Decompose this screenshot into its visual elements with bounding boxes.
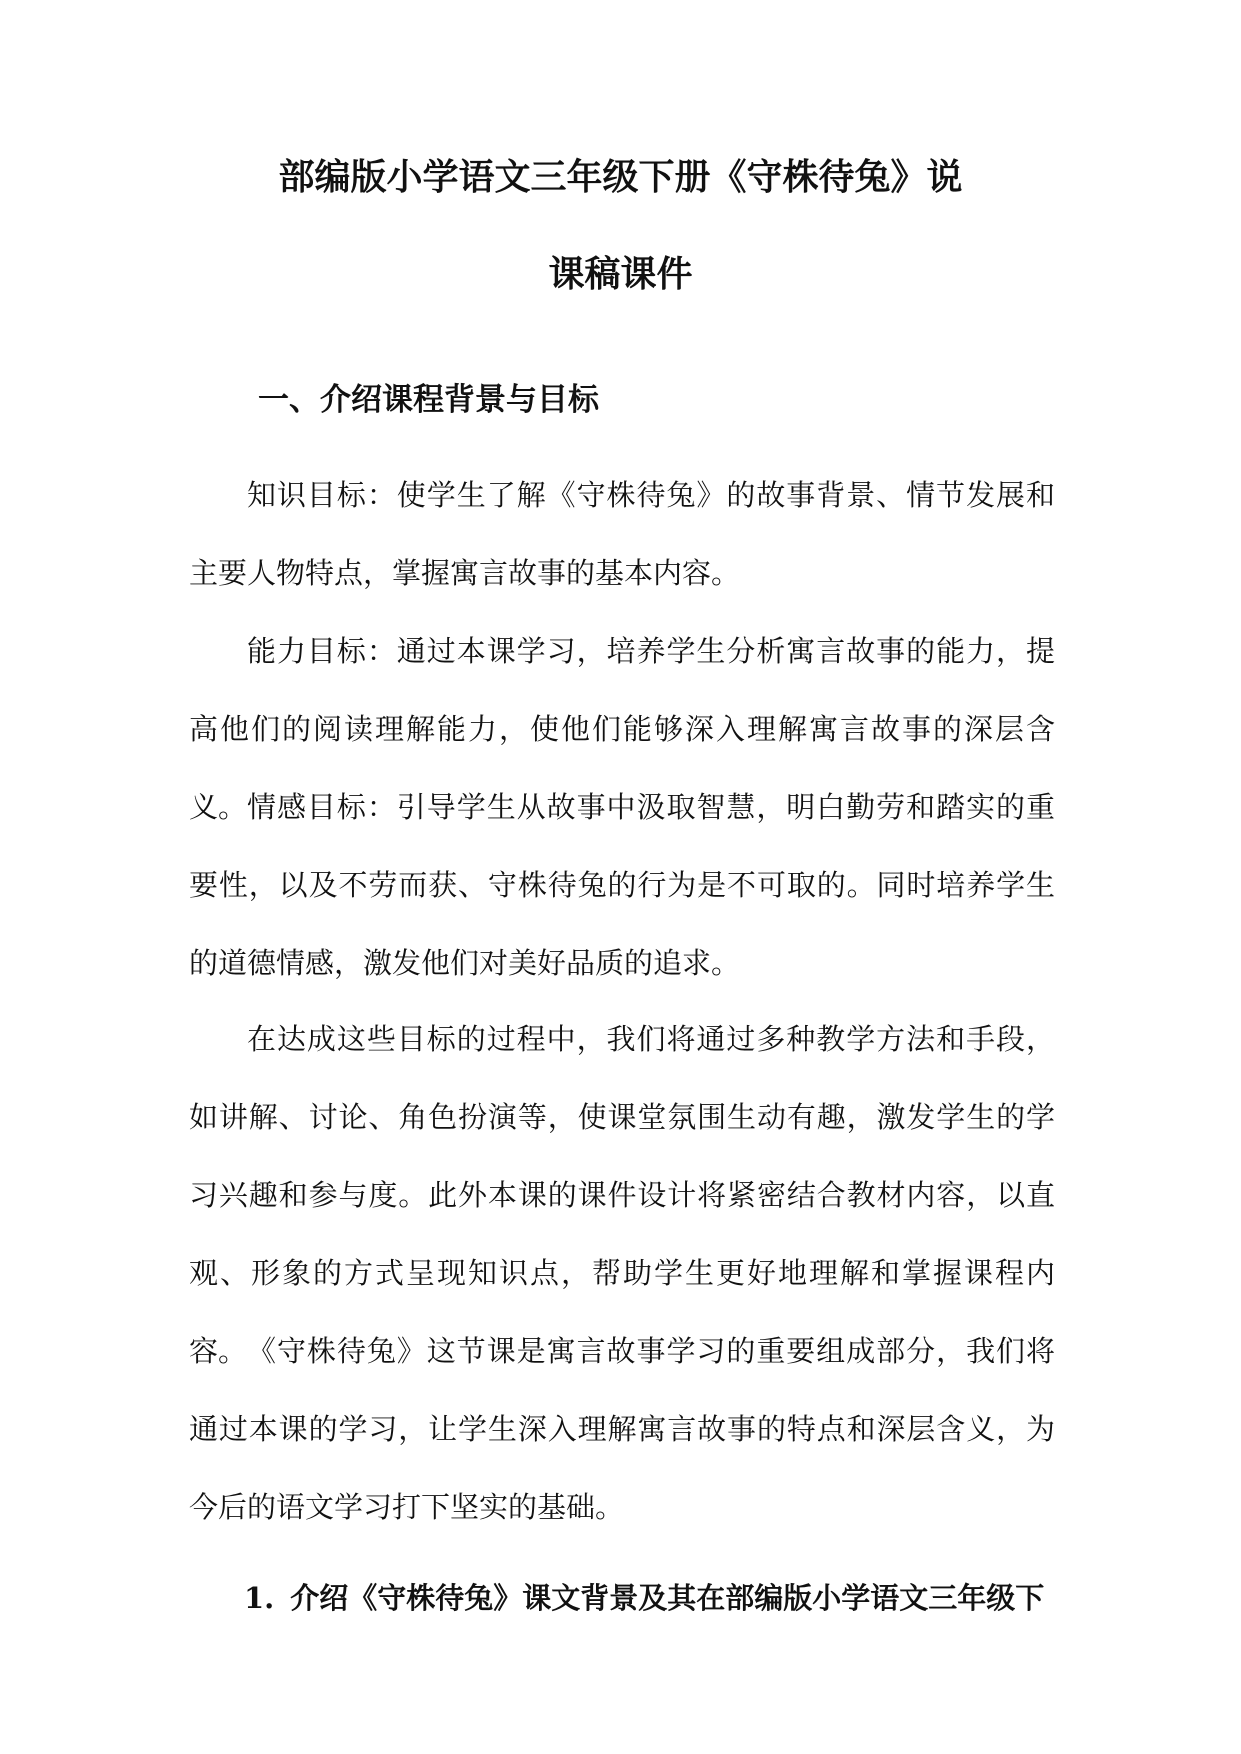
section-heading: 一、介绍课程背景与目标 — [258, 382, 599, 418]
list-item-number: 1. — [244, 1581, 275, 1615]
document-title-line-2: 课稿课件 — [548, 253, 693, 295]
numbered-list-item — [244, 1578, 1044, 1618]
paragraph-emotion-goal: 情感目标：引导学生从故事中汲取智慧，明白勤劳和踏实的重要性，以及不劳而获、守株待兔的行为是不可取的。同时培养学生的道德情感，激发他们对美好品质的追求。 — [189, 790, 1055, 980]
paragraph-teaching-methods: 在达成这些目标的过程中，我们将通过多种教学方法和手段，如讲解、讨论、角色扮演等，使课堂氛围生动有趣，激发学生的学习兴趣和参与度。此外本课的课件设计将紧密结合教材内容，以直观、形象的方式呈现知识点，帮助学生更好地理解和掌握课程内容。 — [189, 1022, 1055, 1368]
list-item-text: 介绍《守株待兔》课文背景及其在部编版小学语文三年级下 — [290, 1581, 1045, 1615]
paragraph-lesson-summary: 《守株待兔》这节课是寓言故事学习的重要组成部分，我们将通过本课的学习，让学生深入理解寓言故事的特点和深层含义，为今后的语文学习打下坚实的基础。 — [189, 1334, 1055, 1524]
paragraph-ability-goal: 能力目标：通过本课学习，培养学生分析寓言故事的能力，提高他们的阅读理解能力，使他们能够深入理解寓言故事的深层含义。 — [189, 634, 1055, 824]
paragraph-knowledge-goal: 知识目标：使学生了解《守株待兔》的故事背景、情节发展和主要人物特点，掌握寓言故事的基本内容。 — [189, 478, 1055, 590]
document-title-line-1: 部编版小学语文三年级下册《守株待兔》说 — [278, 156, 963, 198]
